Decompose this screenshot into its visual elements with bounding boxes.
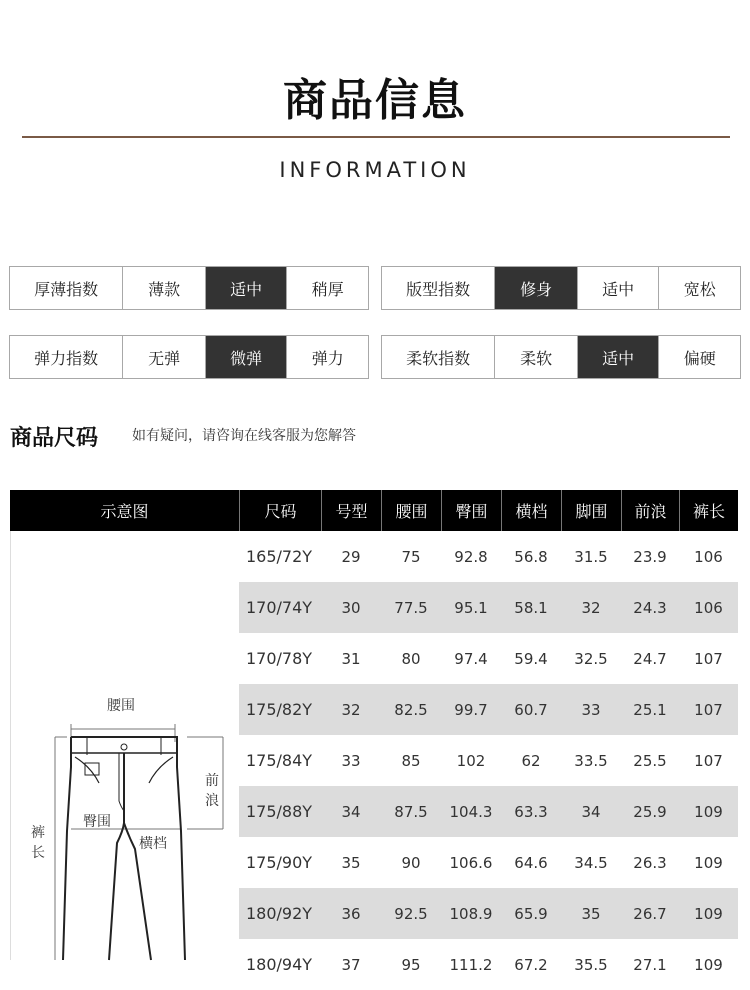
label-length: 裤长 (31, 825, 45, 861)
table-row (239, 888, 738, 939)
table-cell: 25.5 (633, 751, 667, 770)
table-cell: 32.5 (574, 649, 608, 668)
table-cell: 67.2 (514, 955, 548, 974)
table-cell: 31 (341, 649, 361, 668)
table-cell: 23.9 (633, 547, 667, 566)
table-cell: 75 (401, 547, 421, 566)
table-cell: 34 (341, 802, 361, 821)
table-cell: 95.1 (454, 598, 488, 617)
table-cell: 85 (401, 751, 421, 770)
table-cell: 77.5 (394, 598, 428, 617)
table-cell: 175/84Y (246, 751, 313, 770)
attr-option-thickness-1: 薄款 (122, 267, 205, 309)
table-cell: 106 (694, 547, 723, 566)
table-cell: 37 (341, 955, 361, 974)
pants-diagram (10, 531, 239, 960)
table-cell: 27.1 (633, 955, 667, 974)
pants-illustration (11, 531, 240, 960)
table-header-col-0: 尺码 (239, 490, 321, 531)
page-subtitle: INFORMATION (279, 158, 471, 182)
attr-option-stretch-3: 弹力 (286, 336, 368, 378)
table-cell: 108.9 (449, 904, 493, 923)
attr-label-fit: 版型指数 (406, 279, 471, 299)
attr-option-fit-2: 适中 (577, 267, 659, 309)
table-cell: 62 (521, 751, 541, 770)
attr-option-softness-1: 柔软 (494, 336, 577, 378)
table-row (239, 735, 738, 786)
table-header-col-6: 前浪 (621, 490, 679, 531)
table-cell: 175/90Y (246, 853, 313, 872)
table-row (239, 582, 738, 633)
table-cell: 35 (581, 904, 601, 923)
size-heading: 商品尺码 (10, 426, 99, 451)
table-header-diagram: 示意图 (100, 502, 149, 521)
table-header-col-2: 腰围 (381, 490, 441, 531)
table-cell: 34.5 (574, 853, 608, 872)
table-cell: 92.8 (454, 547, 488, 566)
table-cell: 170/74Y (246, 598, 313, 617)
table-cell: 31.5 (574, 547, 608, 566)
table-cell: 25.1 (633, 700, 667, 719)
attr-label-stretch: 弹力指数 (34, 348, 99, 368)
table-cell: 95 (401, 955, 421, 974)
table-cell: 56.8 (514, 547, 548, 566)
attr-option-fit-1: 修身 (494, 267, 577, 309)
label-hip: 臀围 (83, 814, 111, 830)
table-cell: 104.3 (449, 802, 493, 821)
attr-option-softness-3: 偏硬 (658, 336, 740, 378)
attr-option-thickness-2: 适中 (205, 267, 287, 309)
table-cell: 165/72Y (246, 547, 313, 566)
table-cell: 180/94Y (246, 955, 313, 974)
attr-option-softness-2: 适中 (577, 336, 659, 378)
table-cell: 87.5 (394, 802, 428, 821)
table-cell: 36 (341, 904, 361, 923)
table-header-col-3: 臀围 (441, 490, 501, 531)
attr-option-fit-3: 宽松 (658, 267, 740, 309)
table-cell: 32 (581, 598, 601, 617)
attr-option-stretch-2: 微弹 (205, 336, 287, 378)
label-front-rise: 前浪 (205, 773, 219, 809)
table-cell: 24.7 (633, 649, 667, 668)
attr-group-fit (381, 266, 741, 310)
table-row (239, 939, 738, 990)
table-cell: 106 (694, 598, 723, 617)
attr-group-stretch (9, 335, 369, 379)
table-header-col-7: 裤长 (679, 490, 738, 531)
table-cell: 102 (456, 751, 486, 770)
table-cell: 65.9 (514, 904, 548, 923)
title-divider (22, 136, 730, 138)
table-cell: 90 (401, 853, 421, 872)
table-cell: 64.6 (514, 853, 548, 872)
table-cell: 99.7 (454, 700, 488, 719)
table-header-col-1: 号型 (321, 490, 381, 531)
table-row (239, 531, 738, 582)
table-cell: 106.6 (449, 853, 493, 872)
table-cell: 60.7 (514, 700, 548, 719)
table-cell: 25.9 (633, 802, 667, 821)
page-title: 商品信息 (283, 75, 467, 126)
table-header-col-4: 横档 (501, 490, 561, 531)
table-cell: 24.3 (633, 598, 667, 617)
table-cell: 175/88Y (246, 802, 313, 821)
table-cell: 33 (581, 700, 601, 719)
table-cell: 170/78Y (246, 649, 313, 668)
table-cell: 175/82Y (246, 700, 313, 719)
attr-option-stretch-1: 无弹 (122, 336, 205, 378)
table-cell: 97.4 (454, 649, 488, 668)
table-cell: 109 (694, 853, 723, 872)
table-row (239, 684, 738, 735)
table-cell: 35 (341, 853, 361, 872)
table-cell: 32 (341, 700, 361, 719)
table-cell: 26.7 (633, 904, 667, 923)
table-cell: 82.5 (394, 700, 428, 719)
table-cell: 29 (341, 547, 361, 566)
attr-group-thickness (9, 266, 369, 310)
table-cell: 109 (694, 904, 723, 923)
table-cell: 63.3 (514, 802, 548, 821)
table-row (239, 786, 738, 837)
table-cell: 107 (694, 649, 723, 668)
attr-option-thickness-3: 稍厚 (286, 267, 368, 309)
table-cell: 33 (341, 751, 361, 770)
table-cell: 180/92Y (246, 904, 313, 923)
table-cell: 107 (694, 700, 723, 719)
table-cell: 107 (694, 751, 723, 770)
table-header-col-5: 脚围 (561, 490, 621, 531)
table-row (239, 633, 738, 684)
table-cell: 58.1 (514, 598, 548, 617)
attr-label-thickness: 厚薄指数 (34, 279, 99, 299)
table-cell: 35.5 (574, 955, 608, 974)
attr-label-softness: 柔软指数 (406, 348, 471, 368)
label-thigh: 横档 (139, 836, 167, 852)
table-cell: 59.4 (514, 649, 548, 668)
table-cell: 26.3 (633, 853, 667, 872)
table-cell: 33.5 (574, 751, 608, 770)
size-table-header (10, 490, 738, 531)
table-cell: 111.2 (449, 955, 493, 974)
table-cell: 109 (694, 955, 723, 974)
table-cell: 30 (341, 598, 361, 617)
label-waist: 腰围 (107, 698, 135, 714)
attr-group-softness (381, 335, 741, 379)
size-note: 如有疑问，请咨询在线客服为您解答 (132, 428, 356, 444)
table-cell: 80 (401, 649, 421, 668)
table-cell: 92.5 (394, 904, 428, 923)
table-row (239, 837, 738, 888)
table-cell: 34 (581, 802, 601, 821)
table-cell: 109 (694, 802, 723, 821)
